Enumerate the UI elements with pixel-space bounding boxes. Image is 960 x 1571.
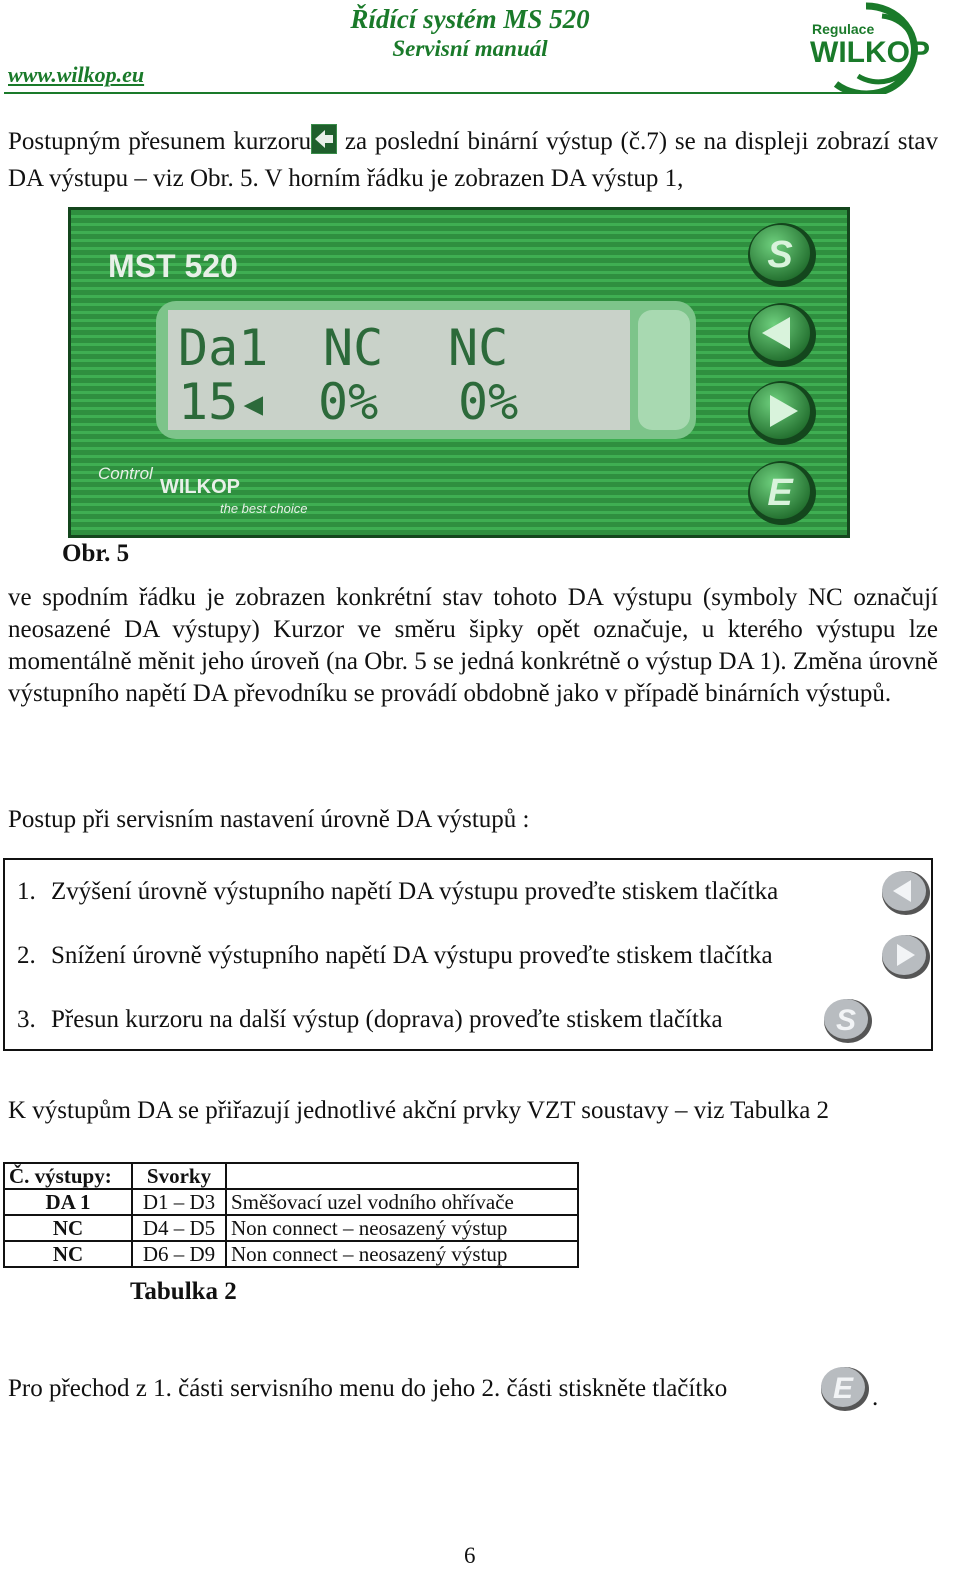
table-header-row xyxy=(4,1163,578,1189)
table-cell: Non connect – neosazený výstup xyxy=(226,1241,578,1267)
table-cell: NC xyxy=(4,1215,132,1241)
step-2 xyxy=(17,942,773,970)
header-divider xyxy=(4,92,850,94)
website-link[interactable]: www.wilkop.eu xyxy=(8,62,145,87)
lcd-row1-col3: NC xyxy=(448,319,509,377)
final-period: . xyxy=(872,1384,879,1411)
page-number: 6 xyxy=(464,1543,476,1568)
table-cell: D6 – D9 xyxy=(132,1241,226,1267)
device-button-s-label: S xyxy=(767,234,793,276)
intro-text-part1: Postupným přesunem kurzoru xyxy=(8,128,312,156)
intro-paragraph xyxy=(8,124,938,195)
step-2-number: 2. xyxy=(17,942,36,969)
table-cell: DA 1 xyxy=(4,1189,132,1215)
table-header-cell: Svorky xyxy=(132,1163,226,1189)
table-row xyxy=(4,1241,578,1267)
lcd-side-window xyxy=(638,310,690,430)
procedure-steps-box xyxy=(3,858,933,1051)
table-cell: Směšovací uzel vodního ohřívače xyxy=(226,1189,578,1215)
device-button-left xyxy=(748,303,816,367)
document-title: Řídící systém MS 520 xyxy=(350,4,590,34)
lcd-row1-col1: Da1 xyxy=(178,319,269,377)
device-button-s xyxy=(748,223,816,287)
table-cell: Non connect – neosazený výstup xyxy=(226,1215,578,1241)
lcd-row2-col1: 15◂ xyxy=(178,373,269,431)
step-1-number: 1. xyxy=(17,878,36,905)
step-3-text: Přesun kurzoru na další výstup (doprava) proveďte stiskem tlačítka xyxy=(51,1006,723,1033)
assignment-text: K výstupům DA se přiřazují jednotlivé akční prvky VZT soustavy – viz Tabulka 2 xyxy=(8,1097,830,1124)
table-cell: NC xyxy=(4,1241,132,1267)
table-row xyxy=(4,1189,578,1215)
lcd-row2-col3: 0% xyxy=(458,373,519,431)
device-brand-name: WILKOP xyxy=(160,476,240,498)
device-button-e xyxy=(748,461,816,525)
lcd-row1-col2: NC xyxy=(323,319,384,377)
s-button-icon xyxy=(821,996,873,1044)
step-2-text: Snížení úrovně výstupního napětí DA výstupu proveďte stiskem tlačítka xyxy=(51,942,773,969)
step-1 xyxy=(17,878,778,906)
description-text: ve spodním řádku je zobrazen konkrétní stav tohoto DA výstupu (symboly NC označují neosazené DA výstupy) Kurzor ve směru šipky opět označuje, u kterého výstupu lze momentálně měnit jeho úroveň (na Obr. 5 se jedná konkrétně o výstup DA 1). Změna úrovně výstupního napětí DA převodníku se provádí obdobně jako v případě binárních výstupů. xyxy=(8,584,938,707)
procedure-title: Postup při servisním nastavení úrovně DA výstupů : xyxy=(8,806,530,833)
right-arrow-button-icon xyxy=(879,932,931,980)
table-header-cell: Č. výstupy: xyxy=(4,1163,132,1189)
intro-text-part2: za poslední binární výstup (č.7) se na displeji zobrazí stav DA výstupu – viz Obr. 5. V horním řádku je zobrazen DA výstup 1, xyxy=(8,128,938,192)
table-row xyxy=(4,1215,578,1241)
final-text: Pro přechod z 1. části servisního menu do jeho 2. části stiskněte tlačítko xyxy=(8,1375,728,1402)
description-paragraph xyxy=(8,582,938,710)
logo-text-top: Regulace xyxy=(812,21,875,37)
step-3-number: 3. xyxy=(17,1006,36,1033)
device-model-label: MST 520 xyxy=(108,248,238,284)
cursor-arrow-icon xyxy=(311,124,337,163)
svg-text:E: E xyxy=(832,1372,854,1405)
lcd-row2-col2: 0% xyxy=(318,373,379,431)
wilkop-logo xyxy=(806,2,956,94)
table-header-cell xyxy=(226,1163,578,1189)
table-cell: D4 – D5 xyxy=(132,1215,226,1241)
step-3 xyxy=(17,1006,723,1034)
outputs-table xyxy=(3,1162,579,1268)
device-button-e-label: E xyxy=(767,472,793,514)
table-caption: Tabulka 2 xyxy=(130,1278,237,1305)
left-arrow-button-icon xyxy=(879,868,931,916)
svg-text:S: S xyxy=(835,1004,857,1037)
table-cell: D1 – D3 xyxy=(132,1189,226,1215)
device-brand-control: Control xyxy=(98,464,153,483)
device-brand-slogan: the best choice xyxy=(220,501,308,516)
device-mst520-panel xyxy=(68,207,850,538)
device-button-right xyxy=(748,381,816,445)
document-subtitle: Servisní manuál xyxy=(392,36,548,61)
logo-text-main: WILKOP xyxy=(810,36,930,69)
step-1-text: Zvýšení úrovně výstupního napětí DA výstupu proveďte stiskem tlačítka xyxy=(51,878,779,905)
figure-caption: Obr. 5 xyxy=(62,540,130,567)
e-button-icon xyxy=(818,1364,870,1412)
